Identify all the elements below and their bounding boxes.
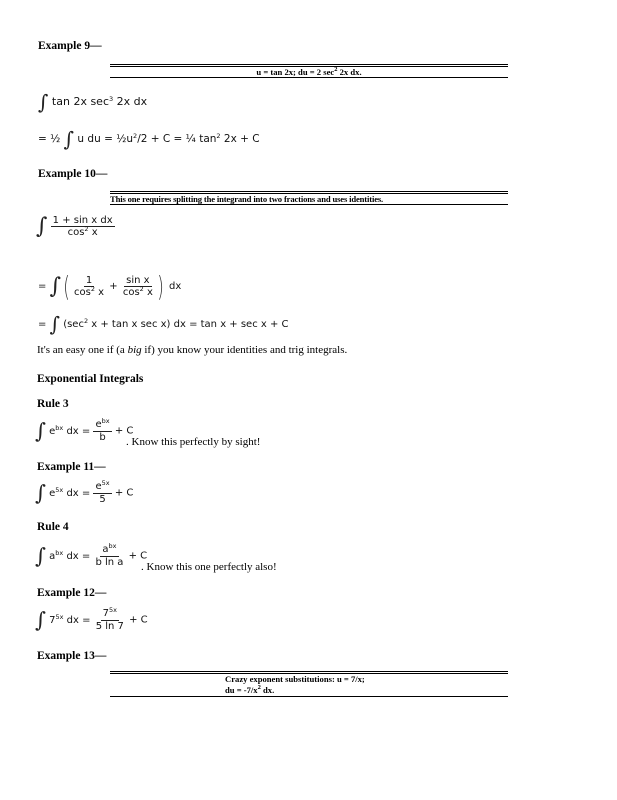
example-13-substitution: Crazy exponent substitutions: u = 7/x; du = $-7/x^2$ dx. xyxy=(225,674,365,695)
example-10-line2: = ∫ ($\sec^2$ x + tan x sec x) dx = tan x + sec x + C xyxy=(38,312,289,336)
example-12-formula: ∫ $7^{5x}$ dx = $\frac{7^{5x}}{5 \ln 7}$ + C xyxy=(35,606,148,632)
rule-4-formula: ∫ $a^{bx}$ dx = $\frac{a^{bx}}{\text{b ln a}}$ + C xyxy=(35,542,148,568)
integral-sign: ∫ xyxy=(49,312,60,336)
example-13-label: Example 13— xyxy=(37,650,107,662)
example-10-integral: ∫ $\frac{\text{1 + sin x dx}}{\cos^2 x}$ xyxy=(36,214,113,239)
integral-sign: ∫ xyxy=(35,608,46,632)
integral-sign: ∫ xyxy=(35,481,46,505)
example-11-formula: ∫ $e^{5x}$ dx = $\frac{e^{5x}}{5}$ + C xyxy=(35,479,134,505)
example-9-result: = ½ ∫ u du = $\frac{1}{2}u^2/2 + C$ = ¼ $\tan^2 2x + C$ xyxy=(38,127,260,151)
rule-3-formula: ∫ $e^{bx}$ dx = $\frac{e^{bx}}{b}$ + C xyxy=(35,417,134,443)
example-10-note-box xyxy=(110,191,508,205)
example-9-label: Example 9— xyxy=(38,40,102,52)
example-9-substitution-box xyxy=(110,64,508,78)
integral-sign: ∫ xyxy=(38,90,49,114)
rule-4-note: . Know this one perfectly also! xyxy=(141,561,277,573)
example-13-substitution-box xyxy=(110,671,508,697)
example-9-substitution: u = tan 2x; du = 2 $\sec^2 2x$ dx. xyxy=(256,66,362,77)
integral-sign: ∫ xyxy=(49,274,62,299)
example-10-note: This one requires splitting the integrand into two fractions and uses identities. xyxy=(110,194,384,204)
example-9-integral: ∫ tan 2x $\sec^3 2x$ dx xyxy=(38,90,148,114)
example-12-label: Example 12— xyxy=(37,587,107,599)
integral-sign: ∫ xyxy=(35,419,46,443)
section-heading: Exponential Integrals xyxy=(37,373,144,385)
rule-4-label: Rule 4 xyxy=(37,521,69,533)
integral-sign: ∫ xyxy=(63,127,75,151)
example-11-label: Example 11— xyxy=(37,461,106,473)
example-10-split: = ∫( $\frac{1}{\cos^2 x}$ + $\frac{\text{sin x}}{\cos^2 x}$ ) dx xyxy=(38,270,182,303)
remark-text: It's an easy one if (a big if) you know your identities and trig integrals. xyxy=(37,344,348,356)
rule-3-note: . Know this perfectly by sight! xyxy=(126,436,261,448)
rule-3-label: Rule 3 xyxy=(37,398,69,410)
example-10-label: Example 10— xyxy=(38,168,108,180)
integral-sign: ∫ xyxy=(36,214,48,239)
integral-sign: ∫ xyxy=(35,544,46,568)
